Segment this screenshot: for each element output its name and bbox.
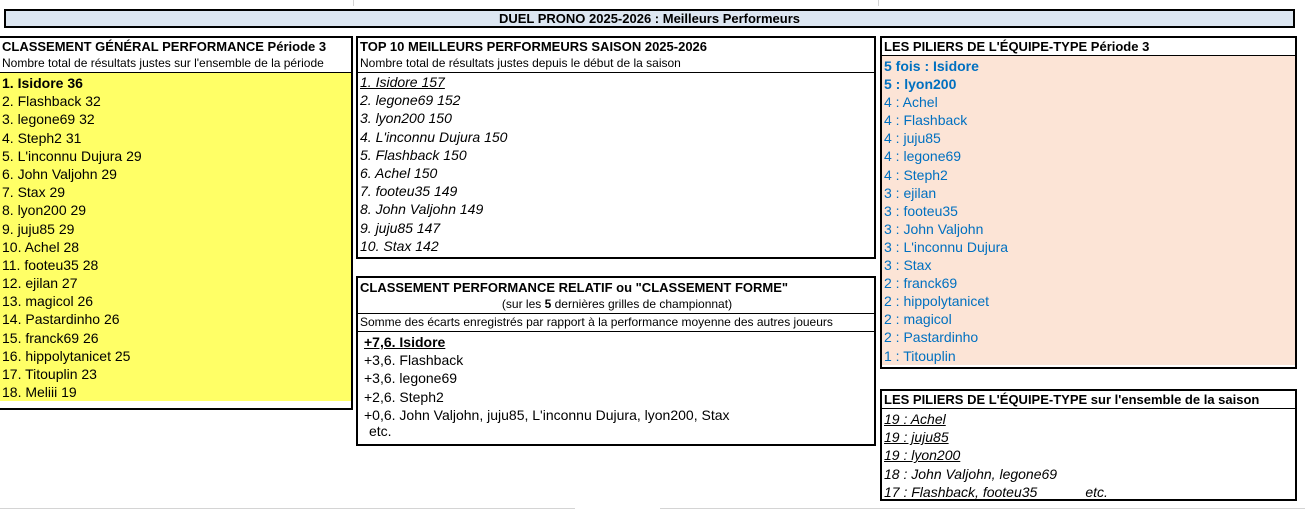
list-item: 9. juju85 147 [360,219,441,236]
grid-line [660,508,1305,509]
list-item: 14. Pastardinho 26 [2,311,120,328]
etc-text: etc. [369,422,392,439]
list-item: +0,6. John Valjohn, juju85, L'inconnu Dujura, lyon200, Stax [364,406,730,423]
pillars-season-header: LES PILIERS DE L'ÉQUIPE-TYPE sur l'ensemble de la saison [882,391,1295,409]
pillars-season-list [882,409,1295,501]
top10-header: TOP 10 MEILLEURS PERFORMEURS SAISON 2025-2026 [360,39,708,54]
grid-line [878,0,879,6]
list-item: 15. franck69 26 [2,329,99,346]
list-item: 4. Steph2 31 [2,129,82,146]
subtitle-text: (sur les [501,297,545,311]
list-item: 2 : hippolytanicet [884,293,990,310]
form-ranking-subtitle [358,296,874,313]
general-ranking-panel [0,36,353,410]
list-item: 9. juju85 29 [2,220,75,237]
list-item: 8. John Valjohn 149 [360,201,484,218]
list-item-text: 17 : Flashback, footeu35 [884,483,1038,500]
list-item: 3 : John Valjohn [884,220,984,237]
list-item: 6. Achel 150 [360,164,438,181]
top10-list [358,73,874,255]
list-item: 10. Achel 28 [2,238,80,255]
list-item: 6. John Valjohn 29 [2,165,117,182]
list-item: 11. footeu35 28 [2,256,99,273]
list-item: 19 : Achel [884,411,946,427]
top10-subtitle: Nombre total de résultats justes depuis le début de la saison [358,55,874,73]
list-item: 1. Isidore 36 [2,75,83,91]
list-item: 19 : lyon200 [884,447,961,464]
pillars-season-panel [880,389,1297,501]
list-item: 3 : Stax [884,257,932,274]
general-ranking-list [0,73,351,401]
list-item: +7,6. Isidore [364,334,446,350]
list-item: 2 : magicol [884,311,952,328]
form-ranking-panel [356,276,876,446]
list-item: 4 : Flashback [884,112,968,129]
list-item: 3. legone69 32 [2,111,95,128]
list-item: 3. lyon200 150 [360,110,452,127]
list-item: 2 : Pastardinho [884,329,979,346]
list-item: 5 : lyon200 [884,76,957,93]
subtitle-text: dernières grilles de championnat) [551,297,733,311]
list-item: 5. L'inconnu Dujura 29 [2,147,142,164]
list-item: 7. footeu35 149 [360,183,458,200]
pillars-period-panel [880,36,1297,369]
list-item: 5 fois : Isidore [884,58,979,74]
list-item: 5. Flashback 150 [360,146,467,163]
list-item: +3,6. legone69 [364,370,458,387]
list-item [882,483,1295,501]
list-item: 4 : juju85 [884,130,941,147]
pillars-period-header: LES PILIERS DE L'ÉQUIPE-TYPE Période 3 [882,38,1295,56]
general-ranking-header: CLASSEMENT GÉNÉRAL PERFORMANCE Période 3 [2,39,327,54]
list-item: 18 : John Valjohn, legone69 [884,465,1058,482]
grid-count: 5 [544,297,552,311]
list-item: 4 : Achel [884,94,938,111]
list-item: 3 : L'inconnu Dujura [884,238,1009,255]
list-item: 3 : ejilan [884,184,937,201]
list-item: 17. Titouplin 23 [2,366,97,382]
form-ranking-list [358,332,874,438]
list-item: 4 : legone69 [884,148,962,165]
form-ranking-header: CLASSEMENT PERFORMANCE RELATIF ou "CLASSEMENT FORME" [360,280,789,295]
list-item: 2 : franck69 [884,275,958,292]
grid-line [0,508,575,509]
list-item: 3 : footeu35 [884,202,958,219]
pillars-period-list [882,56,1295,365]
list-item: 4 : Steph2 [884,166,948,183]
list-item: 16. hippolytanicet 25 [2,347,131,364]
form-ranking-description: Somme des écarts enregistrés par rapport à la performance moyenne des autres joueurs [358,313,874,332]
list-item: 2. legone69 152 [360,92,461,109]
list-item: +2,6. Steph2 [364,388,444,405]
page-title: DUEL PRONO 2025-2026 : Meilleurs Performeurs [4,9,1295,28]
list-item: 13. magicol 26 [2,293,94,310]
list-item: 4. L'inconnu Dujura 150 [360,128,508,145]
list-item: 8. lyon200 29 [2,202,87,219]
list-item: 18. Meliii 19 [2,384,77,401]
list-item: +3,6. Flashback [364,352,464,369]
list-item: 1. Isidore 157 [360,74,445,90]
list-item: 10. Stax 142 [360,237,439,254]
list-item: 12. ejilan 27 [2,275,78,292]
list-item: 2. Flashback 32 [2,93,101,110]
general-ranking-subtitle: Nombre total de résultats justes sur l'ensemble de la période [0,55,351,73]
grid-line [353,0,354,6]
etc-text: etc. [1085,483,1108,500]
top10-season-panel [356,36,876,259]
list-item: 7. Stax 29 [2,184,66,201]
list-item: 1 : Titouplin [884,347,956,364]
list-item: 19 : juju85 [884,429,949,446]
